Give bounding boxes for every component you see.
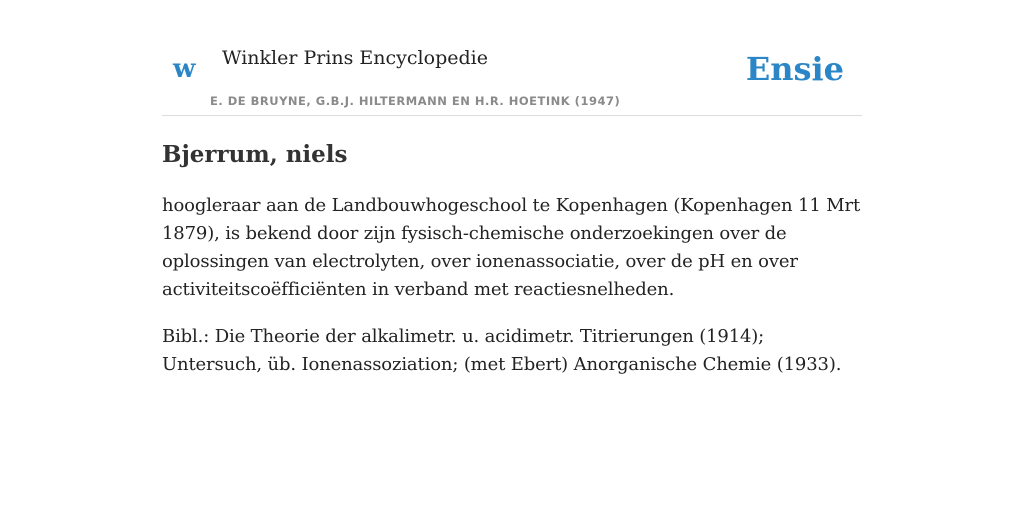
ensie-logo-link[interactable]: Ensie bbox=[745, 50, 844, 88]
entry-paragraph: hoogleraar aan de Landbouwhogeschool te Kopenhagen (Kopenhagen 11 Mrt 1879), is bekend door zijn fysisch-chemische onderzoekingen over de oplossingen van electrolyten, over ionenassociatie, over de pH en over activiteitscoëfficiënten in verband met reactiesnelheden. bbox=[162, 195, 861, 300]
w-logo-icon[interactable]: w bbox=[173, 54, 196, 84]
entry-title: Bjerrum, niels bbox=[162, 141, 348, 168]
book-authors: E. DE BRUYNE, G.B.J. HILTERMANN EN H.R. HOETINK (1947) bbox=[210, 94, 621, 108]
header bbox=[162, 0, 862, 116]
page-container bbox=[162, 0, 862, 379]
bibliography-paragraph: Bibl.: Die Theorie der alkalimetr. u. acidimetr. Titrierungen (1914); Untersuch, üb. Ionenassoziation; (met Ebert) Anorganische Chemie (1933). bbox=[162, 326, 842, 375]
book-title-link[interactable]: Winkler Prins Encyclopedie bbox=[222, 47, 488, 69]
